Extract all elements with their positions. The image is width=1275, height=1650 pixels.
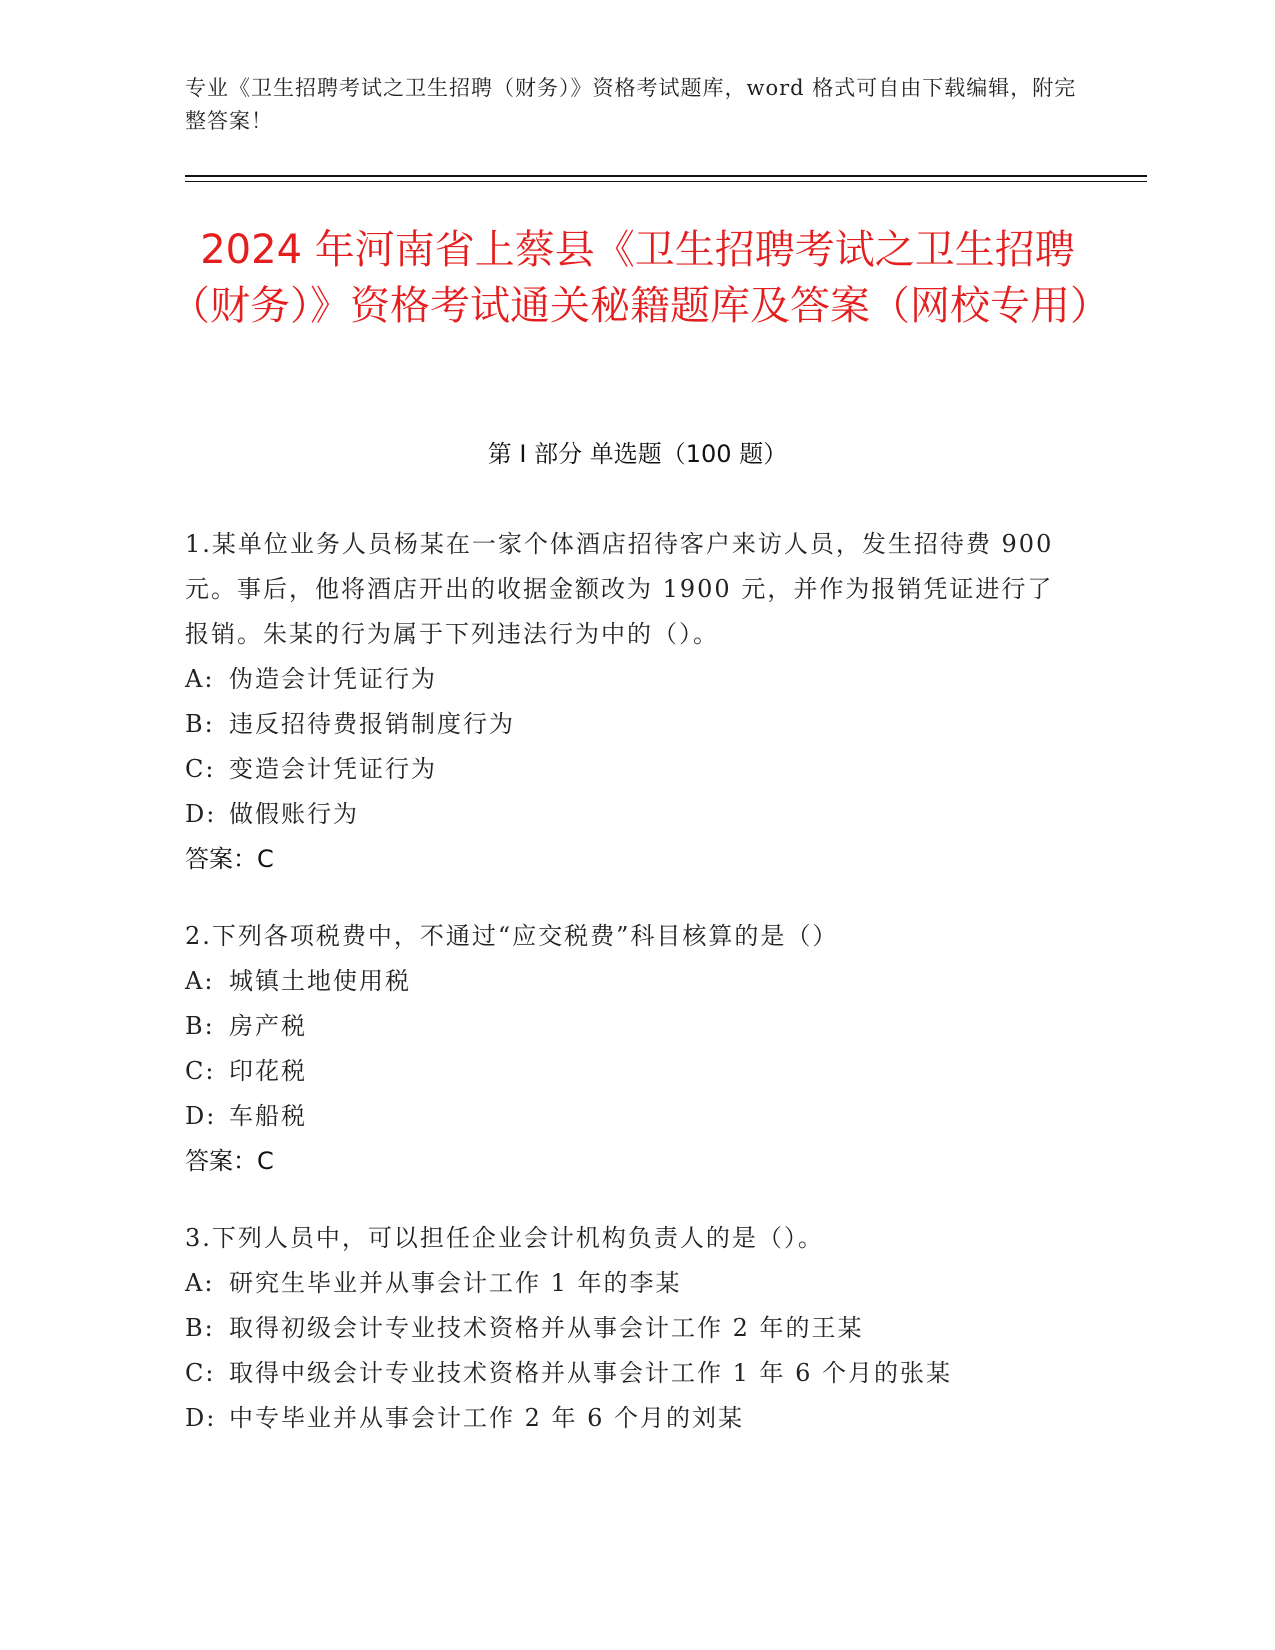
option-key: A: [185, 967, 215, 995]
option-key: B: [185, 1314, 215, 1342]
option-text: 中专毕业并从事会计工作 2 年 6 个月的刘某 [229, 1404, 745, 1432]
option-d [185, 792, 1065, 837]
option-text: 车船税 [229, 1102, 307, 1130]
option-key: C: [185, 755, 216, 783]
option-text: 变造会计凭证行为 [229, 755, 437, 783]
option-b [185, 1004, 1065, 1049]
option-c [185, 1049, 1065, 1094]
question-3 [185, 1216, 1065, 1441]
document-title: 2024 年河南省上蔡县《卫生招聘考试之卫生招聘（财务）》资格考试通关秘籍题库及答案（网校专用） [170, 227, 1110, 329]
option-key: D: [185, 1102, 217, 1130]
option-b [185, 702, 1065, 747]
option-key: A: [185, 1269, 215, 1297]
option-text: 印花税 [229, 1057, 307, 1085]
question-stem: 2.下列各项税费中，不通过“应交税费”科目核算的是（） [185, 922, 839, 950]
question-list [185, 522, 1065, 1473]
header-note: 专业《卫生招聘考试之卫生招聘（财务）》资格考试题库，word 格式可自由下载编辑，附完整答案！ [185, 76, 1077, 133]
option-key: C: [185, 1057, 216, 1085]
option-text: 取得初级会计专业技术资格并从事会计工作 2 年的王某 [229, 1314, 864, 1342]
option-key: B: [185, 710, 215, 738]
answer: 答案：C [185, 845, 274, 873]
option-c [185, 747, 1065, 792]
option-d [185, 1396, 1065, 1441]
option-a [185, 657, 1065, 702]
option-text: 城镇土地使用税 [229, 967, 411, 995]
option-text: 研究生毕业并从事会计工作 1 年的李某 [229, 1269, 682, 1297]
section-heading: 第 I 部分 单选题（100 题） [487, 440, 788, 468]
option-text: 取得中级会计专业技术资格并从事会计工作 1 年 6 个月的张某 [229, 1359, 953, 1387]
option-key: A: [185, 665, 215, 693]
option-a [185, 1261, 1065, 1306]
option-text: 伪造会计凭证行为 [229, 665, 437, 693]
header-divider-thin [185, 181, 1147, 182]
option-d [185, 1094, 1065, 1139]
question-2 [185, 914, 1065, 1184]
option-text: 违反招待费报销制度行为 [229, 710, 515, 738]
question-stem: 1.某单位业务人员杨某在一家个体酒店招待客户来访人员，发生招待费 900 元。事后，他将酒店开出的收据金额改为 1900 元，并作为报销凭证进行了报销。朱某的行为属于下列违法行为中的（）。 [185, 530, 1054, 648]
option-a [185, 959, 1065, 1004]
option-key: D: [185, 1404, 217, 1432]
option-b [185, 1306, 1065, 1351]
option-text: 房产税 [229, 1012, 307, 1040]
option-text: 做假账行为 [229, 800, 359, 828]
option-c [185, 1351, 1065, 1396]
option-key: C: [185, 1359, 216, 1387]
option-key: D: [185, 800, 217, 828]
answer: 答案：C [185, 1147, 274, 1175]
question-1 [185, 522, 1065, 882]
option-key: B: [185, 1012, 215, 1040]
header-divider [185, 175, 1147, 177]
question-stem: 3.下列人员中，可以担任企业会计机构负责人的是（）。 [185, 1224, 824, 1252]
